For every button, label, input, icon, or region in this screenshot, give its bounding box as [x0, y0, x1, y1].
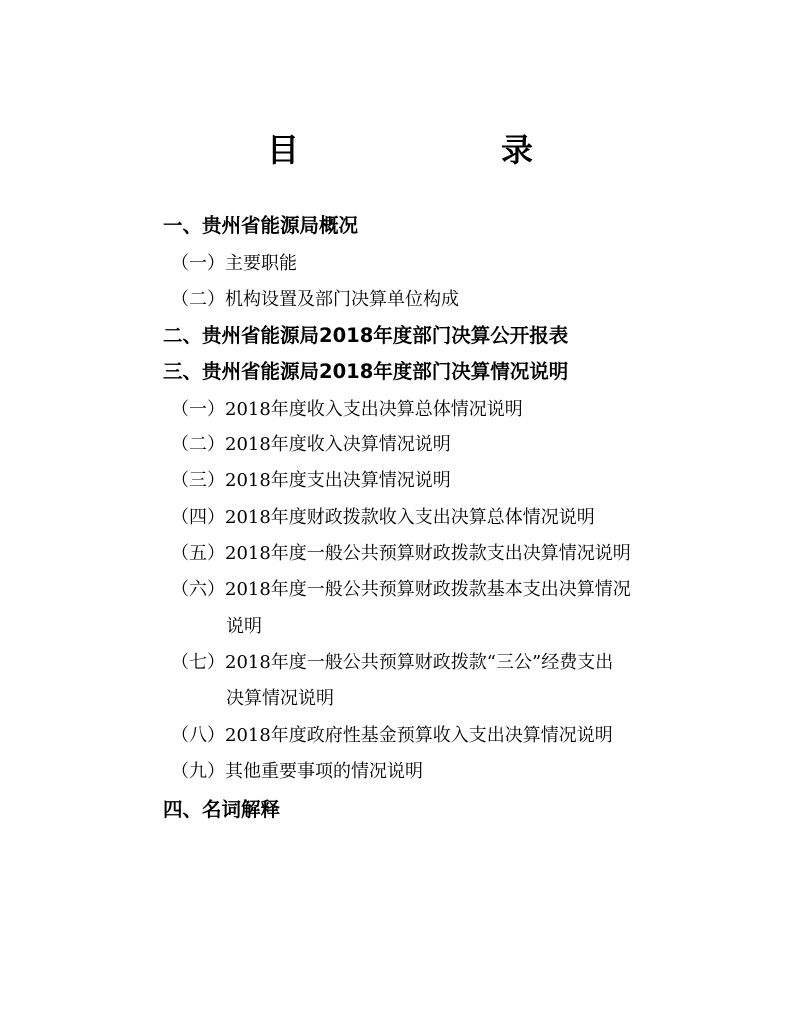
toc-section-3-7-continuation[interactable]: 决算情况说明 — [226, 688, 334, 709]
toc-section-3-2[interactable]: （二）2018年度收入决算情况说明 — [171, 434, 451, 455]
toc-section-2[interactable]: 二、贵州省能源局2018年度部门决算公开报表 — [163, 324, 569, 347]
toc-section-1-1[interactable]: （一）主要职能 — [171, 253, 297, 274]
toc-section-3-8[interactable]: （八）2018年度政府性基金预算收入支出决算情况说明 — [171, 725, 613, 746]
toc-section-3-5[interactable]: （五）2018年度一般公共预算财政拨款支出决算情况说明 — [171, 543, 631, 564]
toc-section-4[interactable]: 四、名词解释 — [163, 798, 281, 821]
toc-section-3-6[interactable]: （六）2018年度一般公共预算财政拨款基本支出决算情况 — [171, 579, 631, 600]
toc-section-3-1[interactable]: （一）2018年度收入支出决算总体情况说明 — [171, 399, 523, 420]
toc-section-3-4[interactable]: （四）2018年度财政拨款收入支出决算总体情况说明 — [171, 507, 595, 528]
toc-section-1[interactable]: 一、贵州省能源局概况 — [163, 214, 359, 237]
toc-section-3-9[interactable]: （九）其他重要事项的情况说明 — [171, 761, 423, 782]
toc-section-1-2[interactable]: （二）机构设置及部门决算单位构成 — [171, 289, 459, 310]
toc-section-3-7[interactable]: （七）2018年度一般公共预算财政拨款“三公”经费支出 — [171, 652, 614, 673]
toc-section-3[interactable]: 三、贵州省能源局2018年度部门决算情况说明 — [163, 360, 569, 383]
page-title: 目 录 — [266, 131, 579, 169]
toc-section-3-6-continuation[interactable]: 说明 — [226, 616, 262, 637]
toc-section-3-3[interactable]: （三）2018年度支出决算情况说明 — [171, 470, 451, 491]
